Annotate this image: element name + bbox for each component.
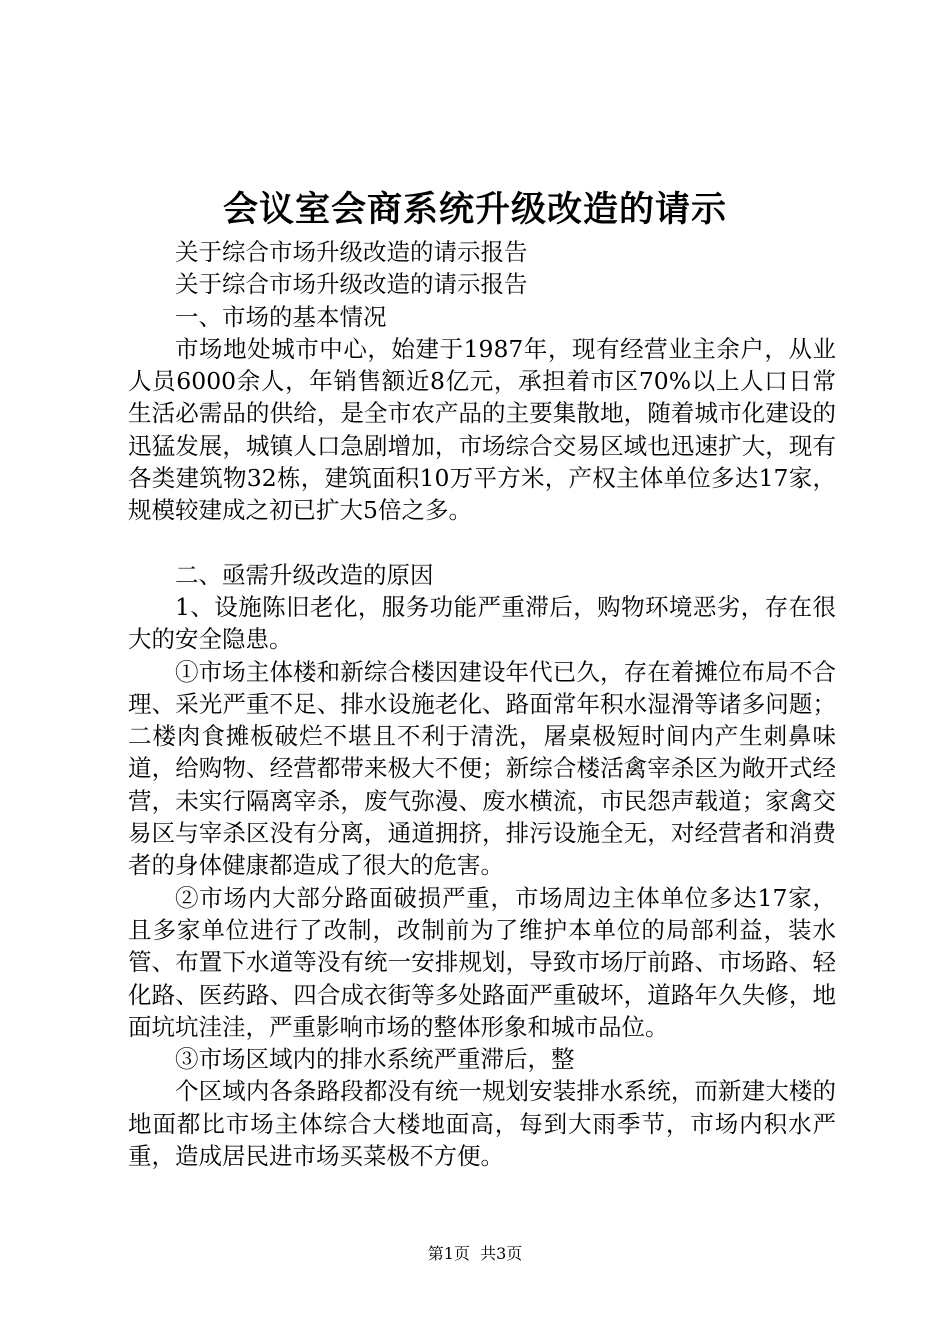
subtitle-line: 关于综合市场升级改造的请示报告 [175,270,528,299]
body-paragraph: 1、设施陈旧老化，服务功能严重滞后，购物环境恶劣，存在很大的安全隐患。 [128,592,836,654]
body-paragraph: ③市场区域内的排水系统严重滞后，整 [175,1045,575,1074]
document-title: 会议室会商系统升级改造的请示 [222,189,727,230]
page-footer [0,1244,950,1264]
page-number: 第1页 [427,1244,470,1263]
document-body [128,236,836,1172]
page-total: 共3页 [480,1244,523,1263]
body-paragraph: 个区域内各条路段都没有统一规划安装排水系统，而新建大楼的地面都比市场主体综合大楼地面高，每到大雨季节，市场内积水严重，造成居民进市场买菜极不方便。 [128,1077,836,1171]
section-heading: 二、亟需升级改造的原因 [175,560,434,589]
subtitle-line: 关于综合市场升级改造的请示报告 [175,238,528,266]
body-paragraph: ①市场主体楼和新综合楼因建设年代已久，存在着摊位布局不合理、采光严重不足、排水设施老化、路面常年积水湿滑等诸多问题；二楼肉食摊板破烂不堪且不利于清洗，屠桌极短时间内产生刺鼻味道，给购物、经营都带来极大不便；新综合楼活禽宰杀区为敞开式经营，未实行隔离宰杀，废气弥漫、废水横流，市民怨声载道；家禽交易区与宰杀区没有分离，通道拥挤，排污设施全无，对经营者和消费者的身体健康都造成了很大的危害。 [128,657,836,880]
section-heading: 一、市场的基本情况 [175,302,387,331]
body-paragraph: ②市场内大部分路面破损严重，市场周边主体单位多达17家，且多家单位进行了改制，改制前为了维护本单位的局部利益，装水管、布置下水道等没有统一安排规划，导致市场厅前路、市场路、轻化路、医药路、四合成衣街等多处路面严重破坏，道路年久失修，地面坑坑洼洼，严重影响市场的整体形象和城市品位。 [128,883,836,1041]
body-paragraph: 市场地处城市中心，始建于1987年，现有经营业主余户，从业人员6000余人，年销售额近8亿元，承担着市区70%以上人口日常生活必需品的供给，是全市农产品的主要集散地，随着城市化建设的迅猛发展，城镇人口急剧增加，市场综合交易区域也迅速扩大，现有各类建筑物32栋，建筑面积10万平方米，产权主体单位多达17家，规模较建成之初已扩大5倍之多。 [128,334,836,525]
